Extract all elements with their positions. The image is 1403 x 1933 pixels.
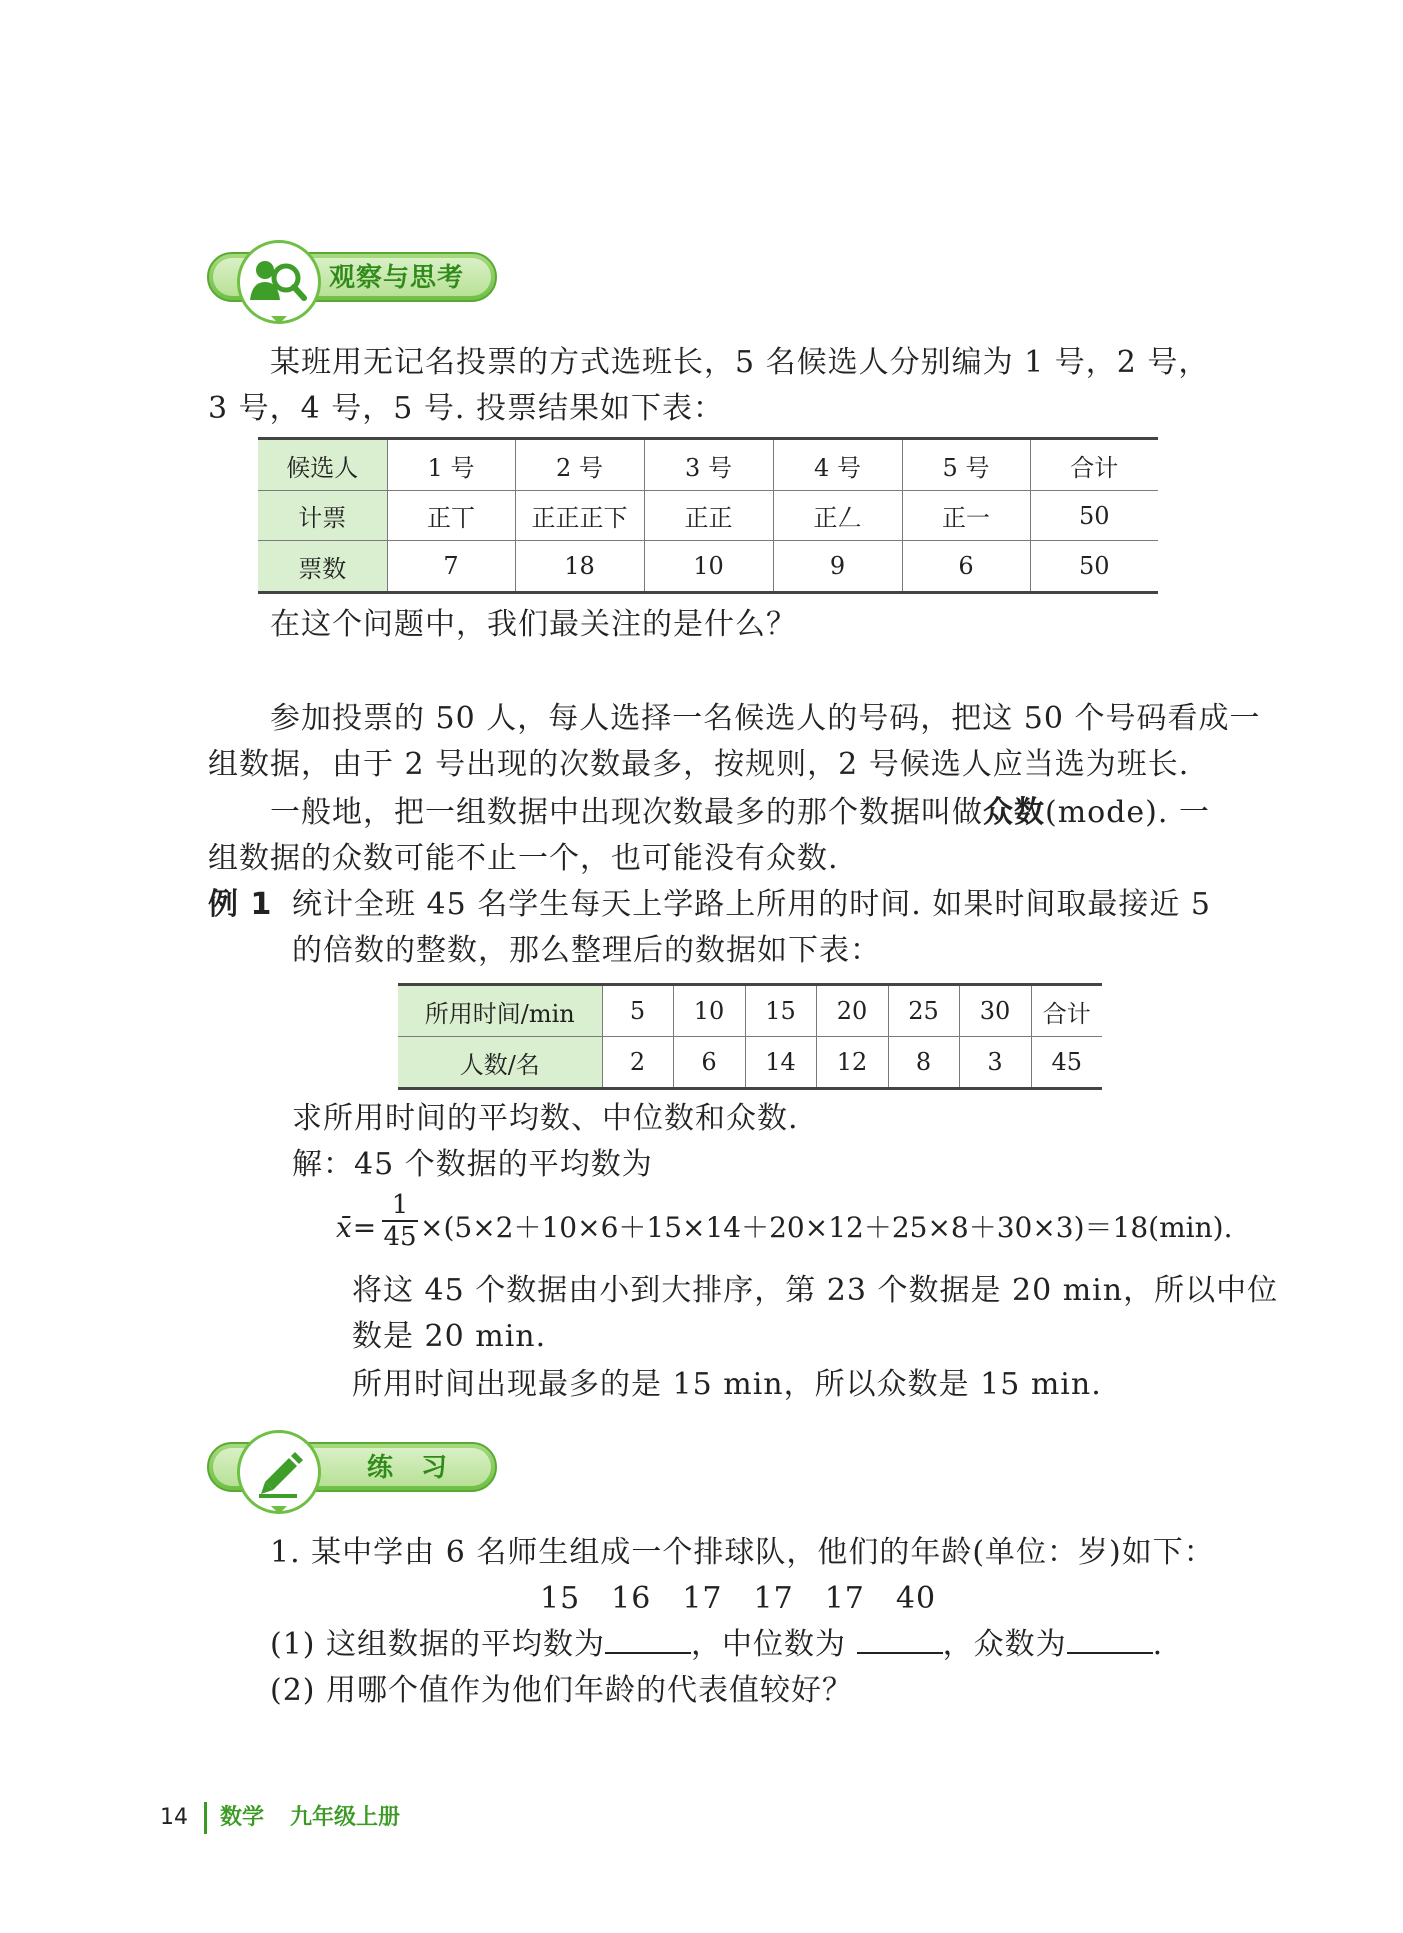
solution-intro: 解：45 个数据的平均数为 [292, 1147, 653, 1182]
table-cell: 6 [902, 541, 1030, 593]
table-cell: 10 [673, 985, 745, 1037]
table-cell: 18 [515, 541, 644, 593]
table-cell: 合计 [1031, 985, 1102, 1037]
table-cell: 正一 [902, 491, 1030, 541]
definition-line: 一般地，把一组数据中出现次数最多的那个数据叫做众数(mode). 一 [270, 795, 1210, 830]
table-cell: 50 [1030, 541, 1158, 593]
table-cell: 票数 [258, 541, 387, 593]
table-cell: 3 [959, 1037, 1031, 1089]
example-line: 的倍数的整数，那么整理后的数据如下表： [292, 933, 881, 968]
question-text: 求所用时间的平均数、中位数和众数. [292, 1101, 799, 1136]
table-cell: 5 [602, 985, 673, 1037]
table-cell: 3 号 [644, 439, 773, 491]
exercise-sub2: (2) 用哪个值作为他们年龄的代表值较好？ [270, 1673, 854, 1708]
table-cell: 正正正下 [515, 491, 644, 541]
example-line: 统计全班 45 名学生每天上学路上所用的时间. 如果时间取最接近 5 [292, 887, 1211, 922]
section-banner-exercise [207, 1430, 499, 1514]
table-cell: 10 [644, 541, 773, 593]
table-row [258, 491, 1158, 541]
table-cell: 14 [745, 1037, 816, 1089]
section-title: 练 习 [367, 1453, 449, 1483]
table-cell: 候选人 [258, 439, 387, 491]
table-cell: 15 [745, 985, 816, 1037]
intro-line: 3 号，4 号，5 号. 投票结果如下表： [208, 391, 724, 426]
table-cell: 8 [888, 1037, 959, 1089]
magnifier-person-icon [237, 240, 321, 324]
mean-formula: ×(5×2＋10×6＋15×14＋20×12＋25×8＋30×3)＝18(min). [420, 1211, 1233, 1244]
table-cell: 人数/名 [398, 1037, 602, 1089]
paragraph-line: 组数据，由于 2 号出现的次数最多，按规则，2 号候选人应当选为班长. [208, 747, 1190, 782]
answer-blank-mean[interactable] [605, 1622, 691, 1654]
exercise-question: 1. 某中学由 6 名师生组成一个排球队，他们的年龄(单位：岁)如下： [270, 1535, 1215, 1570]
footer-grade: 九年级上册 [290, 1805, 401, 1830]
solution-line: 数是 20 min. [352, 1319, 547, 1354]
table-cell: 2 号 [515, 439, 644, 491]
pencil-icon [237, 1430, 321, 1514]
table-cell: 4 号 [773, 439, 902, 491]
table-cell: 正𠃋 [773, 491, 902, 541]
table-cell: 7 [387, 541, 515, 593]
table-cell: 1 号 [387, 439, 515, 491]
solution-line: 所用时间出现最多的是 15 min，所以众数是 15 min. [352, 1367, 1102, 1402]
table-row [258, 541, 1158, 593]
footer-divider [204, 1802, 207, 1834]
fraction: $\frac{1}{45}$ [383, 1190, 417, 1252]
table-row [398, 985, 1102, 1037]
answer-blank-median[interactable] [857, 1622, 943, 1654]
table-cell: 2 [602, 1037, 673, 1089]
table-cell: 20 [816, 985, 888, 1037]
exercise-sub1: (1) 这组数据的平均数为 ，中位数为 ，众数为 . [270, 1622, 1163, 1668]
table-cell: 5 号 [902, 439, 1030, 491]
table-cell: 6 [673, 1037, 745, 1089]
table-cell: 计票 [258, 491, 387, 541]
table-cell: 9 [773, 541, 902, 593]
table-cell: 50 [1030, 491, 1158, 541]
answer-blank-mode[interactable] [1067, 1622, 1153, 1654]
table-row [258, 439, 1158, 491]
table-row [398, 1037, 1102, 1089]
example-label: 例 1 [208, 887, 273, 922]
mean-symbol: x̄= [336, 1211, 378, 1244]
term-mode: 众数 [983, 795, 1045, 830]
table-cell: 30 [959, 985, 1031, 1037]
paragraph-line: 组数据的众数可能不止一个，也可能没有众数. [208, 841, 839, 876]
intro-line: 某班用无记名投票的方式选班长，5 名候选人分别编为 1 号，2 号， [270, 345, 1210, 380]
table-cell: 12 [816, 1037, 888, 1089]
solution-line: 将这 45 个数据由小到大排序，第 23 个数据是 20 min，所以中位 [352, 1273, 1279, 1308]
time-table [398, 983, 1102, 1090]
footer-subject: 数学 [220, 1805, 265, 1830]
question-text: 在这个问题中，我们最关注的是什么？ [270, 607, 797, 642]
table-cell: 正正 [644, 491, 773, 541]
exercise-ages: 15 16 17 17 17 40 [540, 1581, 937, 1616]
table-cell: 合计 [1030, 439, 1158, 491]
paragraph-line: 参加投票的 50 人，每人选择一名候选人的号码，把这 50 个号码看成一 [270, 701, 1261, 736]
table-cell: 25 [888, 985, 959, 1037]
table-cell: 正丅 [387, 491, 515, 541]
section-banner-observe [207, 240, 499, 324]
table-cell: 所用时间/min [398, 985, 602, 1037]
vote-table [258, 437, 1158, 594]
table-cell: 45 [1031, 1037, 1102, 1089]
section-title: 观察与思考 [329, 263, 465, 293]
page-number: 14 [160, 1805, 188, 1830]
